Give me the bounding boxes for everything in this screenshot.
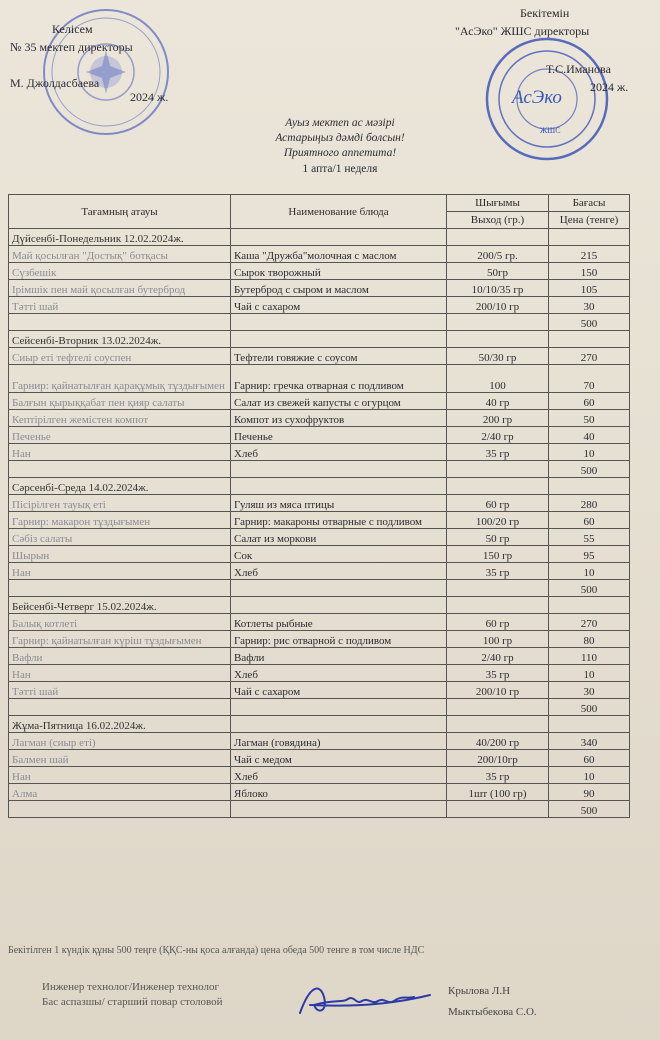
day-total-row [9,699,630,716]
day-title: Жұма-Пятница 16.02.2024ж. [9,716,231,733]
day-title: Дүйсенбі-Понедельник 12.02.2024ж. [9,229,231,246]
price-note: Бекітілген 1 күндік құны 500 теңге (ҚҚС-ны қоса алғанда) цена обеда 500 тенге в том числе НДС [8,945,425,956]
dish-output: 100 [447,365,549,393]
dish-row [9,393,630,410]
dish-name-ru: Чай с сахаром [231,297,447,314]
dish-name-ru: Вафли [231,648,447,665]
dish-name-kz: Гарнир: қайнатылған қарақұмық тұздығымен [9,365,231,393]
header-dish-ru: Наименование блюда [231,195,447,229]
stamp-company-name: АсЭко [512,87,562,108]
day-row [9,597,630,614]
dish-price: 50 [549,410,630,427]
dish-name-ru: Гарнир: гречка отварная с подливом [231,365,447,393]
dish-name-ru: Чай с сахаром [231,682,447,699]
dish-output: 50гр [447,263,549,280]
day-row [9,331,630,348]
dish-row [9,529,630,546]
empty-cell [549,229,630,246]
wish-kz: Астарыңыз дәмді болсын! [275,132,405,144]
dish-price: 90 [549,784,630,801]
header-output-ru: Выход (гр.) [447,212,549,229]
approval-left-position: № 35 мектеп директоры [10,40,133,54]
dish-name-kz: Тәтті шай [9,682,231,699]
day-row [9,716,630,733]
dish-name-kz: Пісірілген тауық еті [9,495,231,512]
day-title: Бейсенбі-Четверг 15.02.2024ж. [9,597,231,614]
approval-left-date: 2024 ж. [130,90,169,104]
dish-name-ru: Гуляш из мяса птицы [231,495,447,512]
dish-price: 270 [549,614,630,631]
dish-name-ru: Бутерброд с сыром и маслом [231,280,447,297]
day-total: 500 [549,580,630,597]
dish-output: 2/40 гр [447,427,549,444]
day-total-row [9,580,630,597]
header-output-kz: Шығымы [447,195,549,212]
dish-row [9,348,630,365]
dish-row [9,444,630,461]
dish-output: 2/40 гр [447,648,549,665]
dish-price: 80 [549,631,630,648]
dish-row [9,733,630,750]
dish-name-ru: Яблоко [231,784,447,801]
empty-cell [447,699,549,716]
dish-output: 40/200 гр [447,733,549,750]
approval-left-title: Келісем [52,22,93,36]
menu-table [8,194,630,818]
dish-row [9,767,630,784]
dish-output: 200/10гр [447,750,549,767]
approval-right-title: Бекітемін [520,6,570,20]
empty-cell [549,716,630,733]
dish-output: 40 гр [447,393,549,410]
dish-name-kz: Нан [9,665,231,682]
empty-cell [9,699,231,716]
day-total-row [9,314,630,331]
empty-cell [231,699,447,716]
empty-cell [231,331,447,348]
dish-row [9,665,630,682]
dish-name-kz: Гарнир: макарон тұздығымен [9,512,231,529]
dish-price: 40 [549,427,630,444]
dish-name-ru: Сок [231,546,447,563]
empty-cell [9,801,231,818]
dish-name-kz: Ірімшік пен май қосылған бутерброд [9,280,231,297]
dish-output: 150 гр [447,546,549,563]
signer2-role: Бас аспазшы/ старший повар столовой [42,996,223,1008]
dish-name-ru: Тефтели говяжие с соусом [231,348,447,365]
dish-price: 10 [549,563,630,580]
empty-cell [447,314,549,331]
approval-right-name: Т.С.Иманова [546,62,611,76]
dish-name-kz: Балмен шай [9,750,231,767]
day-title: Сейсенбі-Вторник 13.02.2024ж. [9,331,231,348]
dish-price: 105 [549,280,630,297]
dish-name-ru: Хлеб [231,444,447,461]
dish-output: 50 гр [447,529,549,546]
dish-name-kz: Вафли [9,648,231,665]
day-row [9,478,630,495]
wish-ru: Приятного аппетита! [283,147,397,159]
dish-price: 55 [549,529,630,546]
dish-output: 200/10 гр [447,297,549,314]
day-total: 500 [549,314,630,331]
dish-name-kz: Нан [9,767,231,784]
dish-price: 340 [549,733,630,750]
dish-price: 10 [549,665,630,682]
empty-cell [231,478,447,495]
dish-name-kz: Балғын қырыққабат пен қияр салаты [9,393,231,410]
dish-row [9,631,630,648]
dish-row [9,614,630,631]
dish-output: 200/5 гр. [447,246,549,263]
dish-name-ru: Сырок творожный [231,263,447,280]
dish-name-kz: Балық котлеті [9,614,231,631]
empty-cell [9,314,231,331]
dish-name-ru: Гарнир: макароны отварные с подливом [231,512,447,529]
dish-output: 100 гр [447,631,549,648]
empty-cell [9,580,231,597]
empty-cell [231,314,447,331]
dish-row [9,427,630,444]
dish-row [9,263,630,280]
empty-cell [447,331,549,348]
signer1-role: Инженер технолог/Инженер технолог [42,981,220,993]
dish-name-ru: Гарнир: рис отварной с подливом [231,631,447,648]
day-total: 500 [549,461,630,478]
empty-cell [447,229,549,246]
dish-row [9,784,630,801]
dish-row [9,682,630,699]
dish-row [9,495,630,512]
dish-row [9,512,630,529]
dish-price: 60 [549,750,630,767]
dish-name-kz: Нан [9,563,231,580]
dish-name-ru: Хлеб [231,563,447,580]
dish-output: 60 гр [447,495,549,512]
dish-name-kz: Сиыр еті тефтелі соуспен [9,348,231,365]
day-title: Сәрсенбі-Среда 14.02.2024ж. [9,478,231,495]
dish-row [9,246,630,263]
empty-cell [447,580,549,597]
dish-name-ru: Хлеб [231,665,447,682]
header-dish-kz: Тағамның атауы [9,195,231,229]
empty-cell [447,716,549,733]
dish-row [9,297,630,314]
approval-left-name: М. Джолдасбаева [10,76,100,90]
dish-name-ru: Хлеб [231,767,447,784]
dish-name-kz: Сүзбешік [9,263,231,280]
dish-price: 280 [549,495,630,512]
dish-output: 35 гр [447,563,549,580]
dish-price: 70 [549,365,630,393]
day-total-row [9,801,630,818]
dish-name-kz: Тәтті шай [9,297,231,314]
header-price-kz: Бағасы [549,195,630,212]
dish-output: 35 гр [447,444,549,461]
dish-row [9,410,630,427]
approval-right-date: 2024 ж. [590,80,629,94]
dish-row [9,563,630,580]
dish-row [9,365,630,393]
dish-output: 200/10 гр [447,682,549,699]
dish-name-ru: Печенье [231,427,447,444]
approval-right-position: "АсЭко" ЖШС директоры [455,24,590,38]
empty-cell [231,229,447,246]
day-row [9,229,630,246]
dish-price: 10 [549,444,630,461]
dish-price: 60 [549,512,630,529]
empty-cell [231,801,447,818]
day-total-row [9,461,630,478]
empty-cell [447,461,549,478]
empty-cell [231,716,447,733]
dish-output: 35 гр [447,665,549,682]
day-total: 500 [549,801,630,818]
dish-name-kz: Гарнир: қайнатылған күріш тұздығымен [9,631,231,648]
dish-row [9,280,630,297]
dish-output: 200 гр [447,410,549,427]
empty-cell [549,597,630,614]
empty-cell [231,461,447,478]
dish-name-kz: Кептірілген жемістен компот [9,410,231,427]
empty-cell [231,580,447,597]
dish-name-ru: Салат из свежей капусты с огурцом [231,393,447,410]
dish-price: 10 [549,767,630,784]
signer2-name: Мыктыбекова С.О. [448,1006,537,1018]
empty-cell [231,597,447,614]
dish-row [9,648,630,665]
empty-cell [549,478,630,495]
dish-row [9,546,630,563]
dish-name-kz: Алма [9,784,231,801]
dish-name-ru: Каша "Дружба"молочная с маслом [231,246,447,263]
dish-name-kz: Сәбіз салаты [9,529,231,546]
empty-cell [9,461,231,478]
dish-price: 270 [549,348,630,365]
dish-output: 35 гр [447,767,549,784]
menu-heading-kz: Ауыз мектеп ас мәзірі [285,117,395,129]
dish-row [9,750,630,767]
signature [290,975,440,1025]
dish-name-kz: Шырын [9,546,231,563]
dish-price: 30 [549,682,630,699]
dish-name-kz: Лагман (сиыр еті) [9,733,231,750]
empty-cell [447,597,549,614]
empty-cell [549,331,630,348]
dish-name-ru: Котлеты рыбные [231,614,447,631]
dish-price: 215 [549,246,630,263]
signer1-name: Крылова Л.Н [448,985,511,997]
dish-price: 150 [549,263,630,280]
dish-name-kz: Нан [9,444,231,461]
dish-price: 30 [549,297,630,314]
dish-name-ru: Компот из сухофруктов [231,410,447,427]
dish-name-ru: Салат из моркови [231,529,447,546]
dish-price: 60 [549,393,630,410]
empty-cell [447,478,549,495]
week-label: 1 апта/1 неделя [302,163,378,175]
dish-name-ru: Лагман (говядина) [231,733,447,750]
stamp-company-type: ЖШС [540,126,561,135]
day-total: 500 [549,699,630,716]
dish-output: 60 гр [447,614,549,631]
menu-table-body [9,229,630,818]
dish-output: 50/30 гр [447,348,549,365]
dish-price: 110 [549,648,630,665]
dish-output: 1шт (100 гр) [447,784,549,801]
dish-output: 100/20 гр [447,512,549,529]
dish-name-kz: Печенье [9,427,231,444]
empty-cell [447,801,549,818]
dish-output: 10/10/35 гр [447,280,549,297]
dish-price: 95 [549,546,630,563]
dish-name-kz: Май қосылған "Достық" ботқасы [9,246,231,263]
dish-name-ru: Чай с медом [231,750,447,767]
header-price-ru: Цена (тенге) [549,212,630,229]
